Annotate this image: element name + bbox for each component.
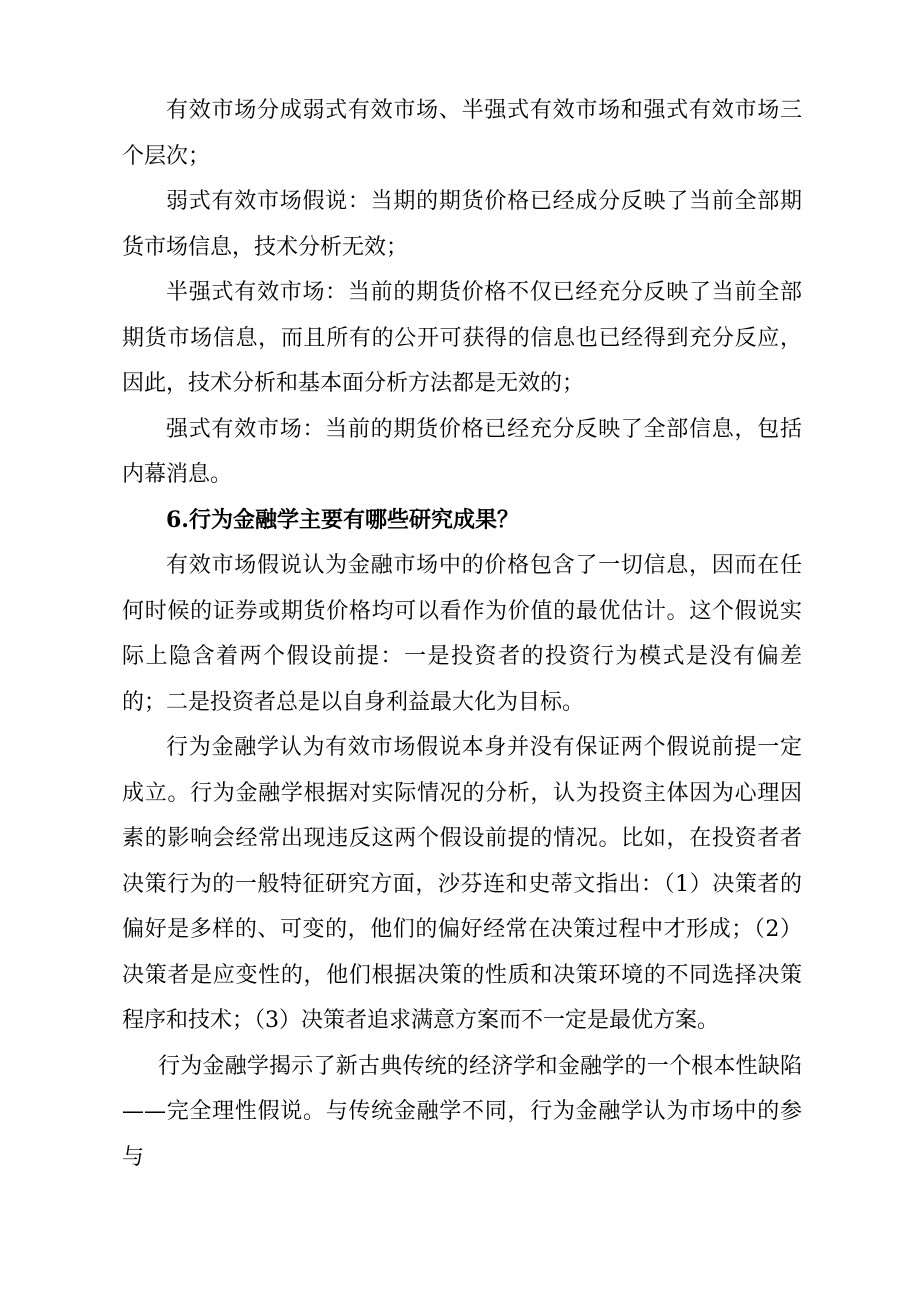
paragraph-weak-form: 弱式有效市场假说：当期的期货价格已经成分反映了当前全部期货市场信息，技术分析无效； <box>122 189 802 260</box>
paragraph-neoclassical-defect: 行为金融学揭示了新古典传统的经济学和金融学的一个根本性缺陷——完全理性假说。与传统金融学不同，行为金融学认为市场中的参与 <box>122 1053 802 1170</box>
document-page <box>122 88 802 1180</box>
paragraph-semi-strong-form: 半强式有效市场：当前的期货价格不仅已经充分反映了当前全部期货市场信息，而且所有的公开可获得的信息也已经得到充分反应，因此，技术分析和基本面分析方法都是无效的； <box>122 280 802 396</box>
paragraph-efficient-market-hypothesis: 有效市场假说认为金融市场中的价格包含了一切信息，因而在任何时候的证券或期货价格均可以看作为价值的最优估计。这个假说实际上隐含着两个假设前提：一是投资者的投资行为模式是没有偏差的；二是投资者总是以自身利益最大化为目标。 <box>122 553 802 715</box>
paragraph-market-levels: 有效市场分成弱式有效市场、半强式有效市场和强式有效市场三个层次； <box>122 98 802 169</box>
paragraph-behavioral-finance-view: 行为金融学认为有效市场假说本身并没有保证两个假说前提一定成立。行为金融学根据对实际情况的分析，认为投资主体因为心理因素的影响会经常出现违反这两个假设前提的情况。比如，在投资者者决策行为的一般特征研究方面，沙芬连和史蒂文指出：（1）决策者的偏好是多样的、可变的，他们的偏好经常在决策过程中才形成；（2）决策者是应变性的，他们根据决策的性质和决策环境的不同选择决策程序和技术；（3）决策者追求满意方案而不一定是最优方案。 <box>122 735 802 1033</box>
paragraph-strong-form: 强式有效市场：当前的期货价格已经充分反映了全部信息，包括内幕消息。 <box>122 416 802 487</box>
section-heading-behavioral-finance: 6.行为金融学主要有哪些研究成果？ <box>166 506 519 533</box>
